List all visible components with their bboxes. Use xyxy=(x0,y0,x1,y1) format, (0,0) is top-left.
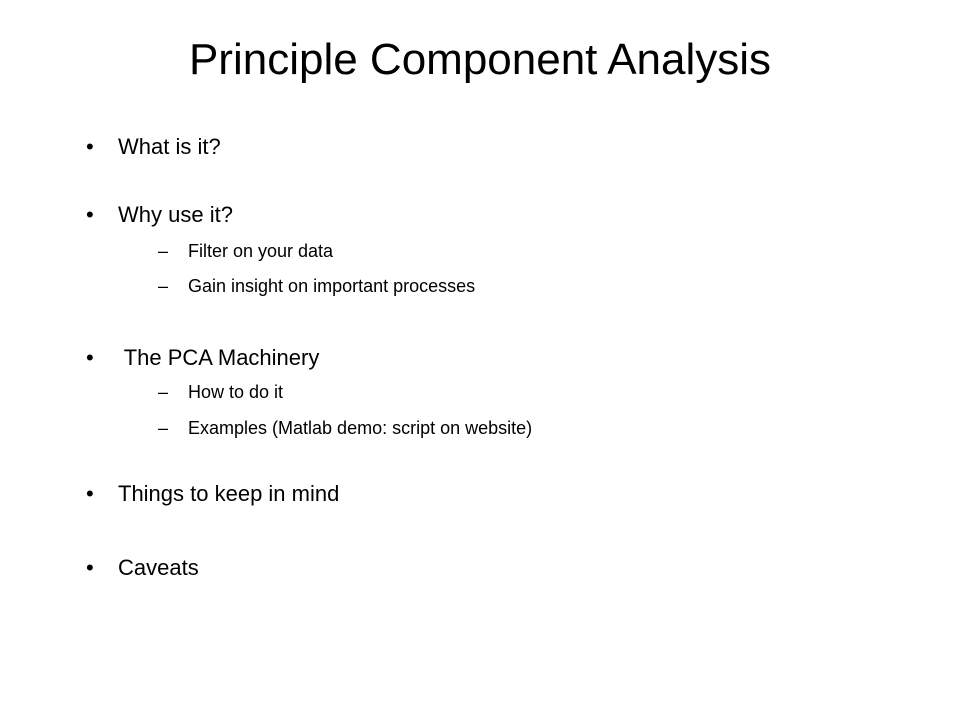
dash-icon: – xyxy=(158,418,169,438)
bullet-text: What is it? xyxy=(118,134,221,159)
bullet-text: Things to keep in mind xyxy=(118,481,340,506)
slide-title: Principle Component Analysis xyxy=(188,35,772,84)
sub-bullet-text: Filter on your data xyxy=(188,241,334,261)
sub-bullet-text: How to do it xyxy=(188,382,284,402)
sub-bullet-text: Examples (Matlab demo: script on website) xyxy=(188,418,533,438)
bullet-text: The PCA Machinery xyxy=(118,345,320,370)
dash-icon: – xyxy=(158,276,169,296)
bullet-icon: • xyxy=(86,345,94,370)
sub-bullet-text: Gain insight on important processes xyxy=(188,276,476,296)
bullet-icon: • xyxy=(86,134,94,159)
dash-icon: – xyxy=(158,382,169,402)
bullet-text: Why use it? xyxy=(118,202,233,227)
bullet-text: Caveats xyxy=(118,555,199,580)
bullet-icon: • xyxy=(86,481,94,506)
bullet-icon: • xyxy=(86,202,94,227)
dash-icon: – xyxy=(158,241,169,261)
bullet-icon: • xyxy=(86,555,94,580)
